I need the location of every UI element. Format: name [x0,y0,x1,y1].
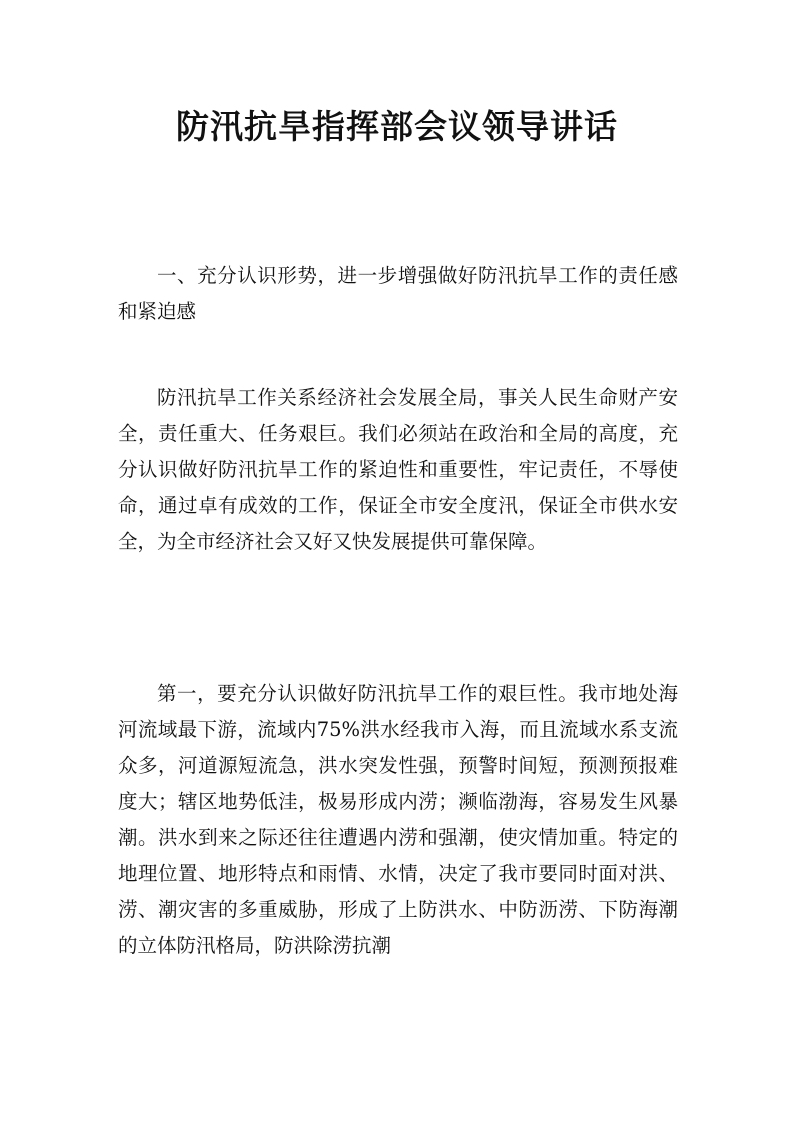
body-paragraph: 第一，要充分认识做好防汛抗旱工作的艰巨性。我市地处海河流域最下游，流域内75%洪水经我市入海，而且流域水系支流众多，河道源短流急，洪水突发性强，预警时间短，预测预报难度大；辖区地势低洼，极易形成内涝；濒临渤海，容易发生风暴潮。洪水到来之际还往往遭遇内涝和强潮，使灾情加重。特定的地理位置、地形特点和雨情、水情，决定了我市要同时面对洪、涝、潮灾害的多重威胁，形成了上防洪水、中防沥涝、下防海潮的立体防汛格局，防洪除涝抗潮 [118,682,678,957]
document-title: 防汛抗旱指挥部会议领导讲话 [176,107,618,146]
section-heading: 一、充分认识形势，进一步增强做好防汛抗旱工作的责任感和紧迫感 [118,264,678,323]
body-paragraph: 防汛抗旱工作关系经济社会发展全局，事关人民生命财产安全，责任重大、任务艰巨。我们必须站在政治和全局的高度，充分认识做好防汛抗旱工作的紧迫性和重要性，牢记责任，不辱使命，通过卓有成效的工作，保证全市安全度汛，保证全市供水安全，为全市经济社会又好又快发展提供可靠保障。 [118,386,678,553]
